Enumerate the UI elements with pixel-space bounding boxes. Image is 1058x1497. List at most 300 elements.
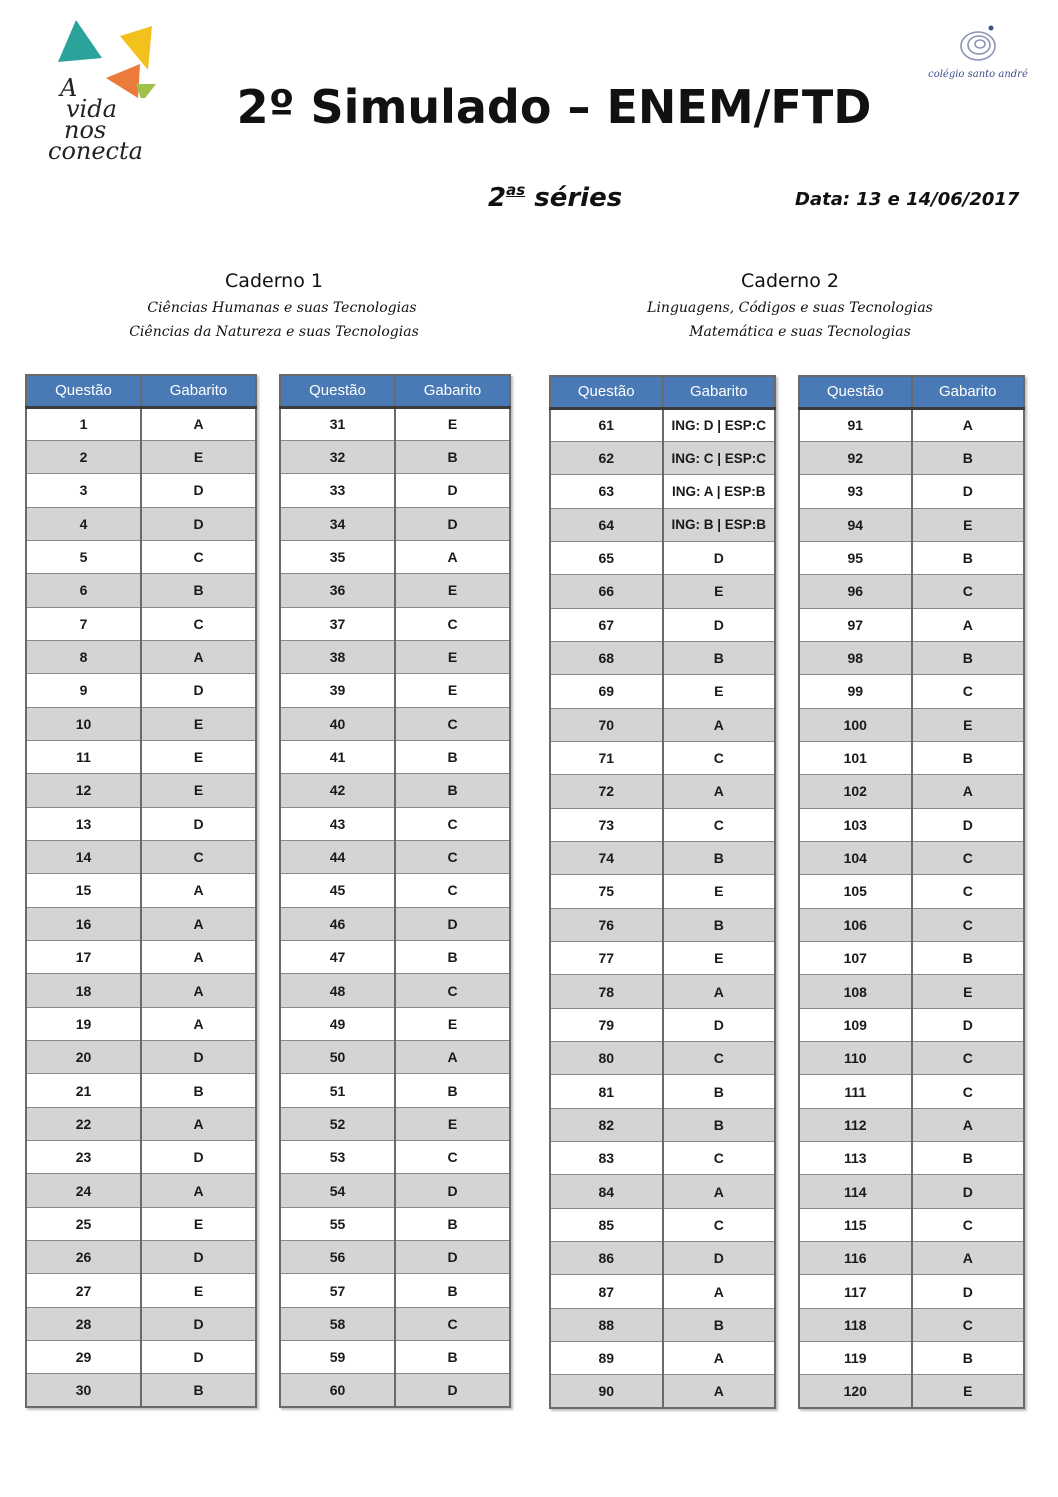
logo-line: conecta [48,137,143,165]
question-number: 69 [550,675,663,708]
table-row [280,707,510,740]
answer-key: A [912,1242,1025,1275]
table-row [280,674,510,707]
answer-key: ING: B | ESP:B [663,508,776,541]
table-row [799,775,1024,808]
answer-key: D [395,907,510,940]
answer-key: A [141,1174,256,1207]
table-row [280,1274,510,1307]
table-row [26,1041,256,1074]
answer-key: E [395,1007,510,1040]
answer-key: C [663,1208,776,1241]
question-number: 39 [280,674,395,707]
question-number: 10 [26,707,141,740]
table-row [26,840,256,873]
answer-key: C [663,808,776,841]
answer-key: B [912,441,1025,474]
table-row [280,474,510,507]
table-row [280,1074,510,1107]
series-number: 2 [488,183,507,213]
answer-key: B [395,1207,510,1240]
question-number: 92 [799,441,912,474]
question-number: 13 [26,807,141,840]
answer-key: C [912,675,1025,708]
answer-key: C [912,1208,1025,1241]
answer-key: B [395,1074,510,1107]
question-number: 112 [799,1108,912,1141]
answer-key: D [141,507,256,540]
question-number: 82 [550,1108,663,1141]
column-header-question: Questão [550,376,663,408]
question-number: 96 [799,575,912,608]
table-row [799,841,1024,874]
answer-key: C [395,607,510,640]
answer-key: C [663,1042,776,1075]
table-row [799,1075,1024,1108]
question-number: 80 [550,1042,663,1075]
question-number: 6 [26,574,141,607]
table-row [799,475,1024,508]
table-row [799,441,1024,474]
question-number: 99 [799,675,912,708]
question-number: 68 [550,641,663,674]
table-row [550,1042,775,1075]
table-row [26,1307,256,1340]
question-number: 95 [799,541,912,574]
table-row [550,841,775,874]
answer-key: B [395,774,510,807]
answer-key: C [912,1042,1025,1075]
question-number: 27 [26,1274,141,1307]
question-number: 98 [799,641,912,674]
answer-key: A [663,1375,776,1408]
table-row [799,708,1024,741]
question-number: 111 [799,1075,912,1108]
answer-key: C [395,807,510,840]
table-row [280,540,510,573]
question-number: 91 [799,408,912,441]
table-row [799,1008,1024,1041]
table-row [799,942,1024,975]
answer-key: D [912,1275,1025,1308]
answer-key: E [395,574,510,607]
table-row [550,741,775,774]
table-row [550,1208,775,1241]
answer-key: C [395,974,510,1007]
question-number: 119 [799,1342,912,1375]
question-number: 23 [26,1141,141,1174]
answer-key: C [912,1308,1025,1341]
answer-key: B [141,574,256,607]
table-row [26,740,256,773]
question-number: 2 [26,440,141,473]
caderno-name: Caderno 1 [225,270,323,292]
table-row [550,408,775,441]
question-number: 66 [550,575,663,608]
answer-key: B [663,1108,776,1141]
logo-line: A [60,74,78,102]
answer-key: E [141,1207,256,1240]
table-row [799,1175,1024,1208]
question-number: 86 [550,1242,663,1275]
answer-key: D [912,808,1025,841]
answer-key: D [663,1008,776,1041]
answer-key: D [141,674,256,707]
table-row [799,408,1024,441]
question-number: 42 [280,774,395,807]
question-number: 64 [550,508,663,541]
table-row [26,941,256,974]
question-number: 76 [550,908,663,941]
question-number: 33 [280,474,395,507]
answer-key: ING: C | ESP:C [663,441,776,474]
table-row [26,507,256,540]
answer-key: B [912,942,1025,975]
answer-key: C [395,874,510,907]
answer-key: ING: A | ESP:B [663,475,776,508]
question-number: 79 [550,1008,663,1041]
question-number: 102 [799,775,912,808]
answer-key: B [663,908,776,941]
answer-key: B [912,641,1025,674]
table-row [26,1374,256,1407]
question-number: 81 [550,1075,663,1108]
question-number: 105 [799,875,912,908]
table-row [799,1142,1024,1175]
table-row [550,1242,775,1275]
column-header-question: Questão [280,375,395,407]
answer-key: A [912,408,1025,441]
answer-key: D [395,474,510,507]
question-number: 12 [26,774,141,807]
question-number: 4 [26,507,141,540]
answer-key: E [141,1274,256,1307]
question-number: 97 [799,608,912,641]
answer-key: E [912,975,1025,1008]
question-number: 49 [280,1007,395,1040]
table-row [280,507,510,540]
brand-name: colégio santo andré [928,69,1028,80]
answer-key: C [141,840,256,873]
answer-key: C [912,875,1025,908]
table-row [550,975,775,1008]
question-number: 107 [799,942,912,975]
answer-key: D [663,608,776,641]
answer-key: E [395,674,510,707]
question-number: 70 [550,708,663,741]
table-row [26,540,256,573]
answer-key: B [663,1075,776,1108]
answer-key: A [141,941,256,974]
table-row [280,740,510,773]
question-number: 88 [550,1308,663,1341]
answer-key: B [912,541,1025,574]
answer-key: D [141,1141,256,1174]
question-number: 30 [26,1374,141,1407]
question-number: 74 [550,841,663,874]
table-row [280,807,510,840]
answer-key: B [395,440,510,473]
caderno-2-heading [620,270,960,344]
table-row [26,640,256,673]
table-row [280,974,510,1007]
table-row [26,440,256,473]
answer-key: B [912,741,1025,774]
question-number: 29 [26,1341,141,1374]
answer-key: A [663,1175,776,1208]
answer-key: B [395,941,510,974]
table-row [550,1075,775,1108]
column-header-answer: Gabarito [663,376,776,408]
table-row [550,1108,775,1141]
question-number: 22 [26,1107,141,1140]
table-row [280,1241,510,1274]
answer-key: A [912,608,1025,641]
table-row [799,875,1024,908]
table-row [280,840,510,873]
answer-key: A [141,874,256,907]
question-number: 117 [799,1275,912,1308]
answer-key: D [141,1341,256,1374]
answer-table-61-90 [549,375,776,1409]
question-number: 109 [799,1008,912,1041]
question-number: 56 [280,1241,395,1274]
logo-line: nos [64,116,107,144]
question-number: 104 [799,841,912,874]
question-number: 46 [280,907,395,940]
question-number: 87 [550,1275,663,1308]
page-title: 2º Simulado – ENEM/FTD [236,80,872,134]
table-row [26,407,256,440]
table-row [280,574,510,607]
table-row [550,1308,775,1341]
question-number: 59 [280,1341,395,1374]
question-number: 7 [26,607,141,640]
question-number: 77 [550,942,663,975]
table-row [26,1074,256,1107]
table-row [26,1141,256,1174]
answer-key: C [141,540,256,573]
question-number: 9 [26,674,141,707]
question-number: 90 [550,1375,663,1408]
answer-key: E [141,707,256,740]
question-number: 41 [280,740,395,773]
table-row [550,508,775,541]
answer-key: E [912,708,1025,741]
question-number: 50 [280,1041,395,1074]
table-row [26,674,256,707]
question-number: 24 [26,1174,141,1207]
table-row [280,1307,510,1340]
answer-key: D [395,1174,510,1207]
answer-key: E [663,942,776,975]
table-row [550,1342,775,1375]
answer-key: C [395,840,510,873]
logo-colegio-santo-andre [918,24,1038,84]
table-row [280,941,510,974]
answer-key: A [141,640,256,673]
question-number: 17 [26,941,141,974]
column-header-answer: Gabarito [395,375,510,407]
table-row [280,1341,510,1374]
table-row [550,641,775,674]
logo-line: vida [66,95,117,123]
answer-key: D [141,1041,256,1074]
question-number: 85 [550,1208,663,1241]
table-row [26,707,256,740]
table-row [550,808,775,841]
answer-key: B [395,1274,510,1307]
question-number: 101 [799,741,912,774]
table-row [280,1007,510,1040]
table-row [280,1141,510,1174]
series-word: séries [534,183,623,213]
table-row [26,474,256,507]
table-row [799,908,1024,941]
table-row [550,1142,775,1175]
answer-key: E [912,1375,1025,1408]
answer-key: D [912,1175,1025,1208]
table-row [799,741,1024,774]
answer-key: A [663,975,776,1008]
answer-key: E [663,675,776,708]
series-superscript: as [506,181,526,199]
answer-key: ING: D | ESP:C [663,408,776,441]
table-row [26,1341,256,1374]
question-number: 55 [280,1207,395,1240]
question-number: 45 [280,874,395,907]
table-row [550,1175,775,1208]
question-number: 18 [26,974,141,1007]
table-row [550,1275,775,1308]
table-row [550,942,775,975]
answer-key: B [141,1074,256,1107]
answer-key: B [395,1341,510,1374]
caderno-area: Matemática e suas Tecnologias [689,324,911,340]
table-row [550,475,775,508]
answer-key: D [141,807,256,840]
table-row [799,1108,1024,1141]
table-row [280,774,510,807]
column-header-question: Questão [799,376,912,408]
spiral-logo-icon [958,24,998,62]
table-row [799,608,1024,641]
question-number: 34 [280,507,395,540]
question-number: 120 [799,1375,912,1408]
table-row [799,1042,1024,1075]
answer-key: B [395,740,510,773]
question-number: 78 [550,975,663,1008]
answer-key: C [912,841,1025,874]
exam-date: Data: 13 e 14/06/2017 [795,189,1020,210]
answer-key: D [663,1242,776,1275]
series-label [488,181,622,213]
question-number: 89 [550,1342,663,1375]
table-row [280,1374,510,1407]
question-number: 84 [550,1175,663,1208]
caderno-name: Caderno 2 [741,270,839,292]
question-number: 47 [280,941,395,974]
answer-table-91-120 [798,375,1025,1409]
table-row [799,1342,1024,1375]
question-number: 106 [799,908,912,941]
table-row [799,1308,1024,1341]
answer-key: A [141,974,256,1007]
answer-key: A [663,775,776,808]
answer-key: A [395,1041,510,1074]
answer-key: B [663,1308,776,1341]
question-number: 73 [550,808,663,841]
table-row [26,1107,256,1140]
question-number: 15 [26,874,141,907]
table-row [550,775,775,808]
question-number: 37 [280,607,395,640]
question-number: 65 [550,541,663,574]
question-number: 1 [26,407,141,440]
table-row [26,874,256,907]
question-number: 62 [550,441,663,474]
question-number: 58 [280,1307,395,1340]
question-number: 53 [280,1141,395,1174]
question-number: 75 [550,875,663,908]
question-number: 67 [550,608,663,641]
question-number: 113 [799,1142,912,1175]
question-number: 21 [26,1074,141,1107]
question-number: 51 [280,1074,395,1107]
table-row [280,440,510,473]
table-row [26,1207,256,1240]
answer-key: A [141,1107,256,1140]
answer-key: D [395,507,510,540]
answer-key: D [141,1307,256,1340]
answer-key: A [141,1007,256,1040]
answer-key: C [912,908,1025,941]
table-row [26,1274,256,1307]
table-row [26,907,256,940]
question-number: 5 [26,540,141,573]
answer-key: D [663,541,776,574]
column-header-answer: Gabarito [141,375,256,407]
answer-key: E [141,440,256,473]
answer-key: E [912,508,1025,541]
answer-key: C [395,1307,510,1340]
table-row [26,1007,256,1040]
table-row [280,1174,510,1207]
table-row [280,1107,510,1140]
question-number: 61 [550,408,663,441]
question-number: 28 [26,1307,141,1340]
answer-key: B [663,641,776,674]
answer-key: D [141,474,256,507]
answer-key: E [395,407,510,440]
answer-key: E [141,774,256,807]
answer-key: A [141,407,256,440]
table-row [550,675,775,708]
question-number: 54 [280,1174,395,1207]
answer-key: A [663,1275,776,1308]
table-row [280,874,510,907]
table-row [550,575,775,608]
table-row [26,574,256,607]
column-header-question: Questão [26,375,141,407]
answer-key: C [663,1142,776,1175]
table-row [550,708,775,741]
caderno-area: Ciências da Natureza e suas Tecnologias [129,324,419,340]
answer-key: C [912,575,1025,608]
question-number: 118 [799,1308,912,1341]
answer-key: D [395,1241,510,1274]
answer-key: B [912,1142,1025,1175]
